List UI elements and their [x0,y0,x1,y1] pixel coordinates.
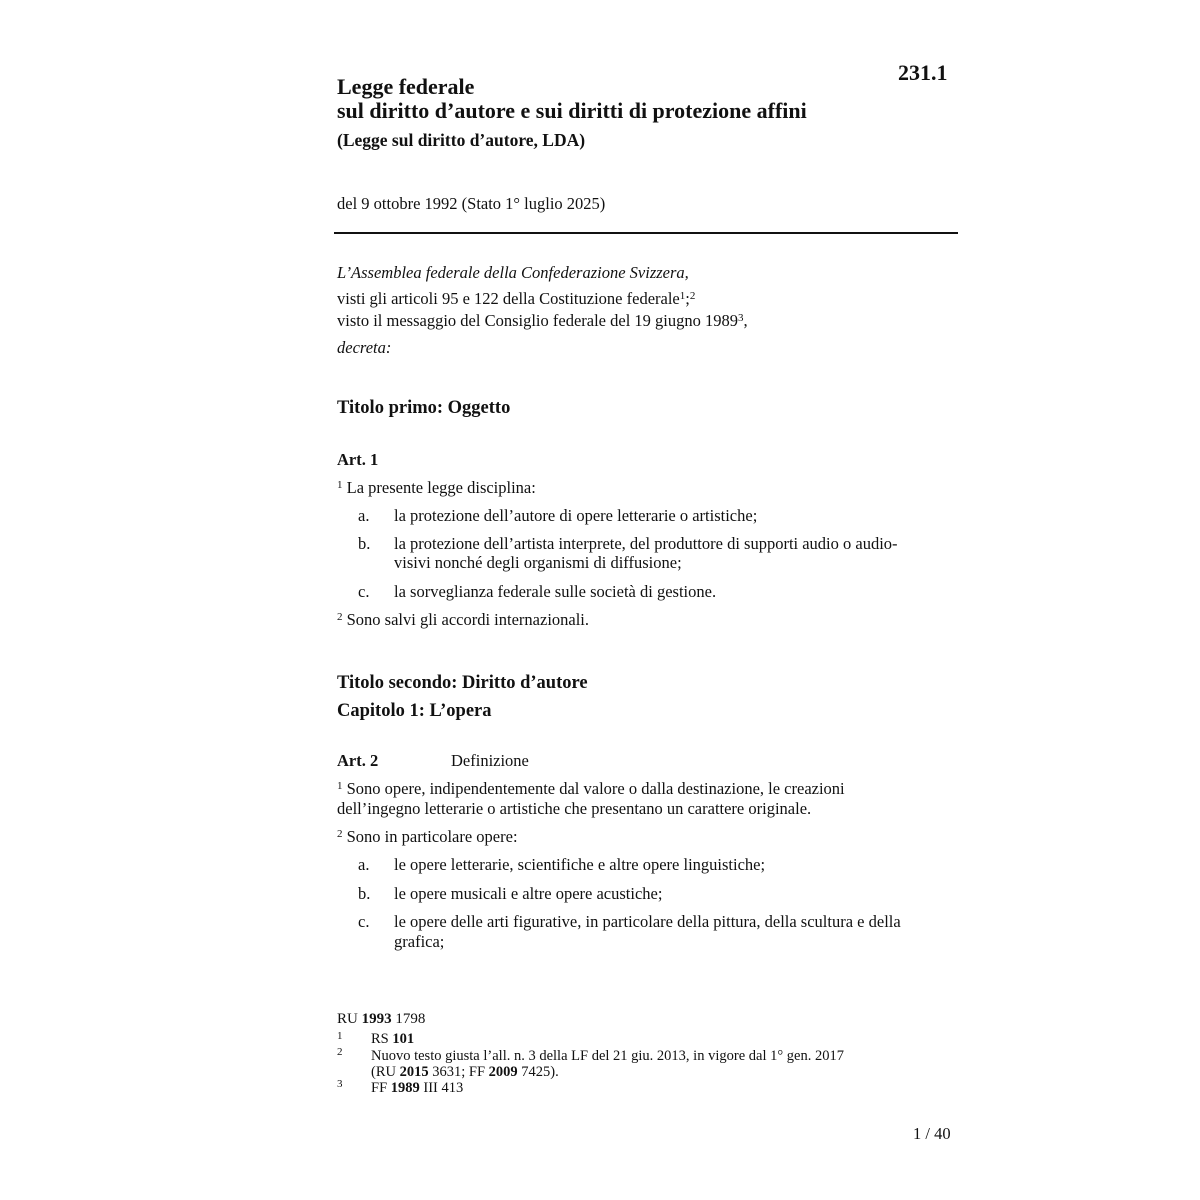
chapter1-heading: Capitolo 1: L’opera [337,701,492,721]
art2-item-letter-c: c. [358,912,370,931]
law-subtitle: (Legge sul diritto d’autore, LDA) [337,130,586,150]
art1-item-text-a: la protezione dell’autore di opere letterarie o artistiche; [394,506,758,525]
document-number: 231.1 [898,60,948,85]
art1-item-text-b-line1: la protezione dell’artista interprete, del produttore di supporti audio o audio- [394,534,898,553]
source-reference [337,1011,425,1027]
footnote-2-number: 2 [337,1046,343,1058]
law-title-line2: sul diritto d’autore e sui diritti di protezione affini [337,98,807,123]
footnote-1-prefix: RS [371,1031,393,1047]
paragraph-number: 2 [337,828,343,840]
paragraph-text: Sono salvi gli accordi internazionali. [346,610,590,629]
paragraph-number: 2 [337,611,343,623]
law-title-line1: Legge federale [337,74,475,99]
art1-paragraph2 [337,610,589,630]
art2-item-letter-b: b. [358,884,371,903]
footnote-2-line1: Nuovo testo giusta l’all. n. 3 della LF del 21 giu. 2013, in vigore dal 1° gen. 2017 [371,1048,844,1064]
footnote-ref-2[interactable]: 2 [689,290,696,302]
paragraph-text: La presente legge disciplina: [346,478,536,497]
footnote-1-text [371,1031,414,1047]
source-year: 1993 [361,1011,392,1027]
fn2-part-d: 2009 [488,1064,518,1080]
preamble-message [337,311,748,331]
art1-paragraph1 [337,478,536,498]
footnote-3-text [371,1080,463,1096]
art2-item-text-a: le opere letterarie, scientifiche e altre opere linguistiche; [394,855,766,874]
preamble-decreta: decreta: [337,338,392,357]
art2-label: Art. 2 [337,751,379,770]
paragraph-text: Sono opere, indipendentemente dal valore o dalla destinazione, le creazioni [346,779,845,798]
art1-label: Art. 1 [337,450,379,469]
art1-item-text-c: la sorveglianza federale sulle società di gestione. [394,582,717,601]
preamble-articles-text: visti gli articoli 95 e 122 della Costituzione federale [337,289,680,308]
title2-heading: Titolo secondo: Diritto d’autore [337,673,588,693]
art1-item-letter-a: a. [358,506,370,525]
preamble-articles [337,289,695,309]
paragraph-number: 1 [337,479,343,491]
footnote-3-bold: 1989 [390,1080,420,1096]
art2-paragraph1-line2: dell’ingegno letterarie o artistiche che presentano un carattere originale. [337,799,812,818]
fn2-part-c: 3631; FF [428,1064,489,1080]
fn2-part-e: 7425). [517,1064,559,1080]
art1-item-text-b-line2: visivi nonché degli organismi di diffusione; [394,553,682,572]
art2-item-text-c-line1: le opere delle arti figurative, in particolare della pittura, della scultura e della [394,912,901,931]
page-number: 1 / 40 [913,1124,951,1143]
art2-item-text-b: le opere musicali e altre opere acustiche; [394,884,663,903]
paragraph-number: 1 [337,780,343,792]
art2-paragraph2 [337,827,518,847]
footnote-3-number: 3 [337,1078,343,1090]
preamble-assembly: L’Assemblea federale della Confederazione Svizzera, [337,263,689,282]
art2-title: Definizione [451,751,529,770]
footnote-ref-3[interactable]: 3 [738,312,744,324]
footnote-3-suffix: III 413 [419,1080,464,1096]
preamble-message-text: visto il messaggio del Consiglio federale del 19 giugno 1989 [337,311,738,330]
art2-item-text-c-line2: grafica; [394,932,445,951]
art2-paragraph1-line1 [337,779,845,799]
law-date: del 9 ottobre 1992 (Stato 1° luglio 2025) [337,194,606,213]
footnote-1-bold: 101 [392,1031,415,1047]
fn2-part-a: (RU [371,1064,400,1080]
separator: ; [685,289,690,308]
header-divider [334,232,958,234]
art1-item-letter-b: b. [358,534,371,553]
art2-item-letter-a: a. [358,855,370,874]
title1-heading: Titolo primo: Oggetto [337,398,511,418]
art1-item-letter-c: c. [358,582,370,601]
footnote-3-prefix: FF [371,1080,391,1096]
paragraph-text: Sono in particolare opere: [346,827,518,846]
footnote-2-line2 [371,1064,559,1080]
source-prefix: RU [337,1011,362,1027]
source-page: 1798 [391,1011,426,1027]
footnote-ref-1[interactable]: 1 [679,290,686,302]
preamble-message-end: , [743,311,748,330]
fn2-part-b: 2015 [399,1064,429,1080]
footnote-1-number: 1 [337,1030,343,1042]
